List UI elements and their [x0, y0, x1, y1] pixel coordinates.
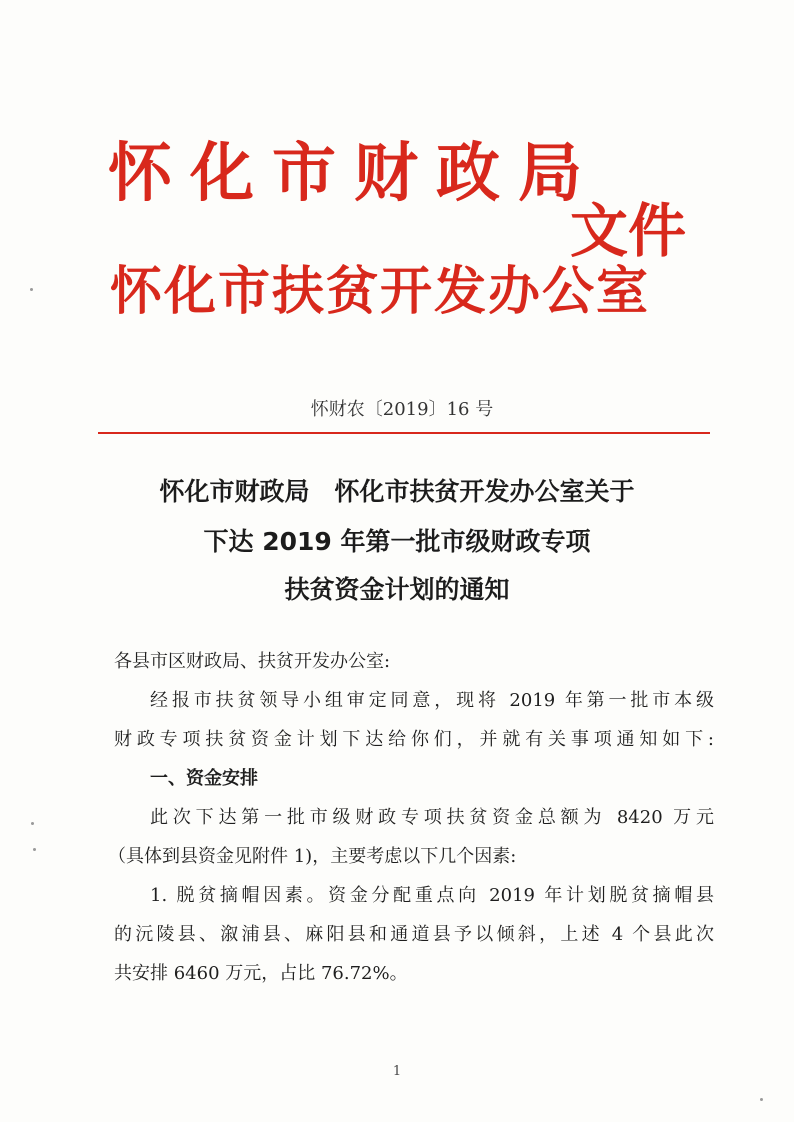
title-line-2: 下达 2019 年第一批市级财政专项	[203, 527, 591, 556]
title-line-1: 怀化市财政局 怀化市扶贫开发办公室关于	[159, 477, 635, 506]
item-1-line-1: 1. 脱贫摘帽因素。资金分配重点向 2019 年计划脱贫摘帽县	[150, 885, 714, 906]
document-label: 文件	[570, 197, 687, 265]
item-1-line-3: 共安排 6460 万元，占比 76.72%。	[114, 963, 408, 984]
title-line-3: 扶贫资金计划的通知	[284, 575, 510, 604]
scan-dot	[30, 288, 33, 291]
paragraph-2-line-2: （具体到县资金见附件 1)，主要考虑以下几个因素:	[108, 846, 517, 867]
item-1-line-2: 的沅陵县、溆浦县、麻阳县和通道县予以倾斜，上述 4 个县此次	[114, 924, 714, 945]
scan-dot	[33, 848, 36, 851]
paragraph-1-line-1: 经报市扶贫领导小组审定同意，现将 2019 年第一批市本级	[150, 690, 714, 711]
salutation: 各县市区财政局、扶贫开发办公室:	[114, 651, 391, 672]
scan-dot	[31, 822, 34, 825]
issuer-finance-bureau: 怀化市财政局	[108, 137, 600, 211]
paragraph-2-line-1: 此次下达第一批市级财政专项扶贫资金总额为 8420 万元	[150, 807, 714, 828]
paragraph-1-line-2: 财政专项扶贫资金计划下达给你们，并就有关事项通知如下:	[114, 729, 714, 750]
red-divider-line	[98, 432, 710, 434]
section-1-heading: 一、资金安排	[150, 768, 258, 789]
scan-dot	[760, 1098, 763, 1101]
issuer-poverty-office: 怀化市扶贫开发办公室	[110, 262, 651, 322]
document-number: 怀财农〔2019〕16 号	[310, 399, 494, 420]
page-number: 1	[392, 1064, 402, 1079]
